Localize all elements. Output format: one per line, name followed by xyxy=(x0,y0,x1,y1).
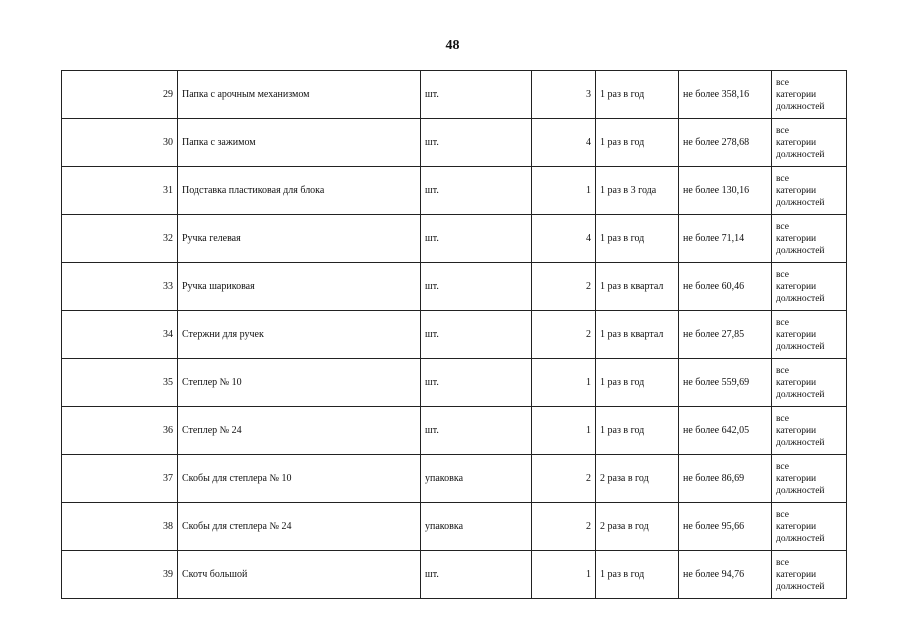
category-line: категории xyxy=(776,425,817,436)
category-line: категории xyxy=(776,185,817,196)
quantity-cell: 4 xyxy=(532,215,596,263)
category-line: все xyxy=(776,77,789,88)
unit-of-measure-cell: шт. xyxy=(421,263,532,311)
unit-of-measure-cell: шт. xyxy=(421,359,532,407)
price-limit-cell: не более 559,69 xyxy=(679,359,772,407)
item-name-cell: Скобы для степлера № 10 xyxy=(178,455,421,503)
table-row xyxy=(62,407,847,455)
price-limit-cell: не более 71,14 xyxy=(679,215,772,263)
replacement-frequency-cell: 1 раз в квартал xyxy=(596,311,679,359)
unit-of-measure-cell: шт. xyxy=(421,167,532,215)
position-category-cell xyxy=(772,311,847,359)
table-row xyxy=(62,215,847,263)
price-limit-cell: не более 60,46 xyxy=(679,263,772,311)
row-number-cell: 30 xyxy=(62,119,178,167)
replacement-frequency-cell: 2 раза в год xyxy=(596,503,679,551)
category-line: категории xyxy=(776,521,817,532)
category-line: должностей xyxy=(776,437,825,448)
price-limit-cell: не более 130,16 xyxy=(679,167,772,215)
unit-of-measure-cell: упаковка xyxy=(421,503,532,551)
quantity-cell: 4 xyxy=(532,119,596,167)
category-line: все xyxy=(776,221,789,232)
table-row xyxy=(62,551,847,599)
row-number-cell: 32 xyxy=(62,215,178,263)
category-line: должностей xyxy=(776,533,825,544)
quantity-cell: 1 xyxy=(532,359,596,407)
table-row xyxy=(62,167,847,215)
table-row xyxy=(62,119,847,167)
price-limit-cell: не более 95,66 xyxy=(679,503,772,551)
category-line: должностей xyxy=(776,389,825,400)
quantity-cell: 2 xyxy=(532,263,596,311)
category-line: все xyxy=(776,125,789,136)
row-number-cell: 39 xyxy=(62,551,178,599)
item-name-cell: Стержни для ручек xyxy=(178,311,421,359)
category-line: должностей xyxy=(776,581,825,592)
category-line: должностей xyxy=(776,101,825,112)
row-number-cell: 38 xyxy=(62,503,178,551)
item-name-cell: Степлер № 24 xyxy=(178,407,421,455)
replacement-frequency-cell: 1 раз в год xyxy=(596,359,679,407)
unit-of-measure-cell: упаковка xyxy=(421,455,532,503)
price-limit-cell: не более 358,16 xyxy=(679,71,772,119)
position-category-cell xyxy=(772,503,847,551)
category-line: категории xyxy=(776,377,817,388)
unit-of-measure-cell: шт. xyxy=(421,311,532,359)
position-category-cell xyxy=(772,359,847,407)
item-name-cell: Папка с зажимом xyxy=(178,119,421,167)
supplies-table xyxy=(61,70,847,599)
position-category-cell xyxy=(772,215,847,263)
replacement-frequency-cell: 2 раза в год xyxy=(596,455,679,503)
category-line: все xyxy=(776,317,789,328)
table-row xyxy=(62,503,847,551)
item-name-cell: Ручка гелевая xyxy=(178,215,421,263)
category-line: должностей xyxy=(776,245,825,256)
category-line: все xyxy=(776,413,789,424)
row-number-cell: 34 xyxy=(62,311,178,359)
category-line: все xyxy=(776,173,789,184)
quantity-cell: 1 xyxy=(532,407,596,455)
table-row xyxy=(62,311,847,359)
item-name-cell: Скотч большой xyxy=(178,551,421,599)
item-name-cell: Скобы для степлера № 24 xyxy=(178,503,421,551)
category-line: все xyxy=(776,461,789,472)
table-row xyxy=(62,455,847,503)
row-number-cell: 33 xyxy=(62,263,178,311)
category-line: все xyxy=(776,557,789,568)
category-line: должностей xyxy=(776,149,825,160)
unit-of-measure-cell: шт. xyxy=(421,71,532,119)
page-number: 48 xyxy=(445,38,460,53)
position-category-cell xyxy=(772,119,847,167)
unit-of-measure-cell: шт. xyxy=(421,119,532,167)
quantity-cell: 1 xyxy=(532,167,596,215)
price-limit-cell: не более 86,69 xyxy=(679,455,772,503)
position-category-cell xyxy=(772,71,847,119)
replacement-frequency-cell: 1 раз в год xyxy=(596,71,679,119)
replacement-frequency-cell: 1 раз в год xyxy=(596,551,679,599)
position-category-cell xyxy=(772,455,847,503)
category-line: все xyxy=(776,365,789,376)
price-limit-cell: не более 278,68 xyxy=(679,119,772,167)
table-row xyxy=(62,71,847,119)
quantity-cell: 2 xyxy=(532,311,596,359)
position-category-cell xyxy=(772,263,847,311)
item-name-cell: Папка с арочным механизмом xyxy=(178,71,421,119)
category-line: категории xyxy=(776,137,817,148)
category-line: все xyxy=(776,509,789,520)
table-row xyxy=(62,263,847,311)
quantity-cell: 3 xyxy=(532,71,596,119)
replacement-frequency-cell: 1 раз в квартал xyxy=(596,263,679,311)
unit-of-measure-cell: шт. xyxy=(421,215,532,263)
item-name-cell: Подставка пластиковая для блока xyxy=(178,167,421,215)
unit-of-measure-cell: шт. xyxy=(421,407,532,455)
position-category-cell xyxy=(772,407,847,455)
quantity-cell: 2 xyxy=(532,455,596,503)
position-category-cell xyxy=(772,551,847,599)
price-limit-cell: не более 94,76 xyxy=(679,551,772,599)
category-line: должностей xyxy=(776,197,825,208)
price-limit-cell: не более 27,85 xyxy=(679,311,772,359)
unit-of-measure-cell: шт. xyxy=(421,551,532,599)
category-line: должностей xyxy=(776,293,825,304)
price-limit-cell: не более 642,05 xyxy=(679,407,772,455)
category-line: категории xyxy=(776,329,817,340)
category-line: категории xyxy=(776,281,817,292)
row-number-cell: 31 xyxy=(62,167,178,215)
category-line: все xyxy=(776,269,789,280)
row-number-cell: 36 xyxy=(62,407,178,455)
row-number-cell: 37 xyxy=(62,455,178,503)
row-number-cell: 35 xyxy=(62,359,178,407)
category-line: категории xyxy=(776,89,817,100)
table-body xyxy=(62,71,847,599)
replacement-frequency-cell: 1 раз в год xyxy=(596,119,679,167)
replacement-frequency-cell: 1 раз в год xyxy=(596,407,679,455)
table-row xyxy=(62,359,847,407)
position-category-cell xyxy=(772,167,847,215)
category-line: категории xyxy=(776,473,817,484)
item-name-cell: Ручка шариковая xyxy=(178,263,421,311)
category-line: категории xyxy=(776,233,817,244)
replacement-frequency-cell: 1 раз в 3 года xyxy=(596,167,679,215)
category-line: должностей xyxy=(776,485,825,496)
replacement-frequency-cell: 1 раз в год xyxy=(596,215,679,263)
quantity-cell: 1 xyxy=(532,551,596,599)
item-name-cell: Степлер № 10 xyxy=(178,359,421,407)
category-line: категории xyxy=(776,569,817,580)
quantity-cell: 2 xyxy=(532,503,596,551)
category-line: должностей xyxy=(776,341,825,352)
row-number-cell: 29 xyxy=(62,71,178,119)
